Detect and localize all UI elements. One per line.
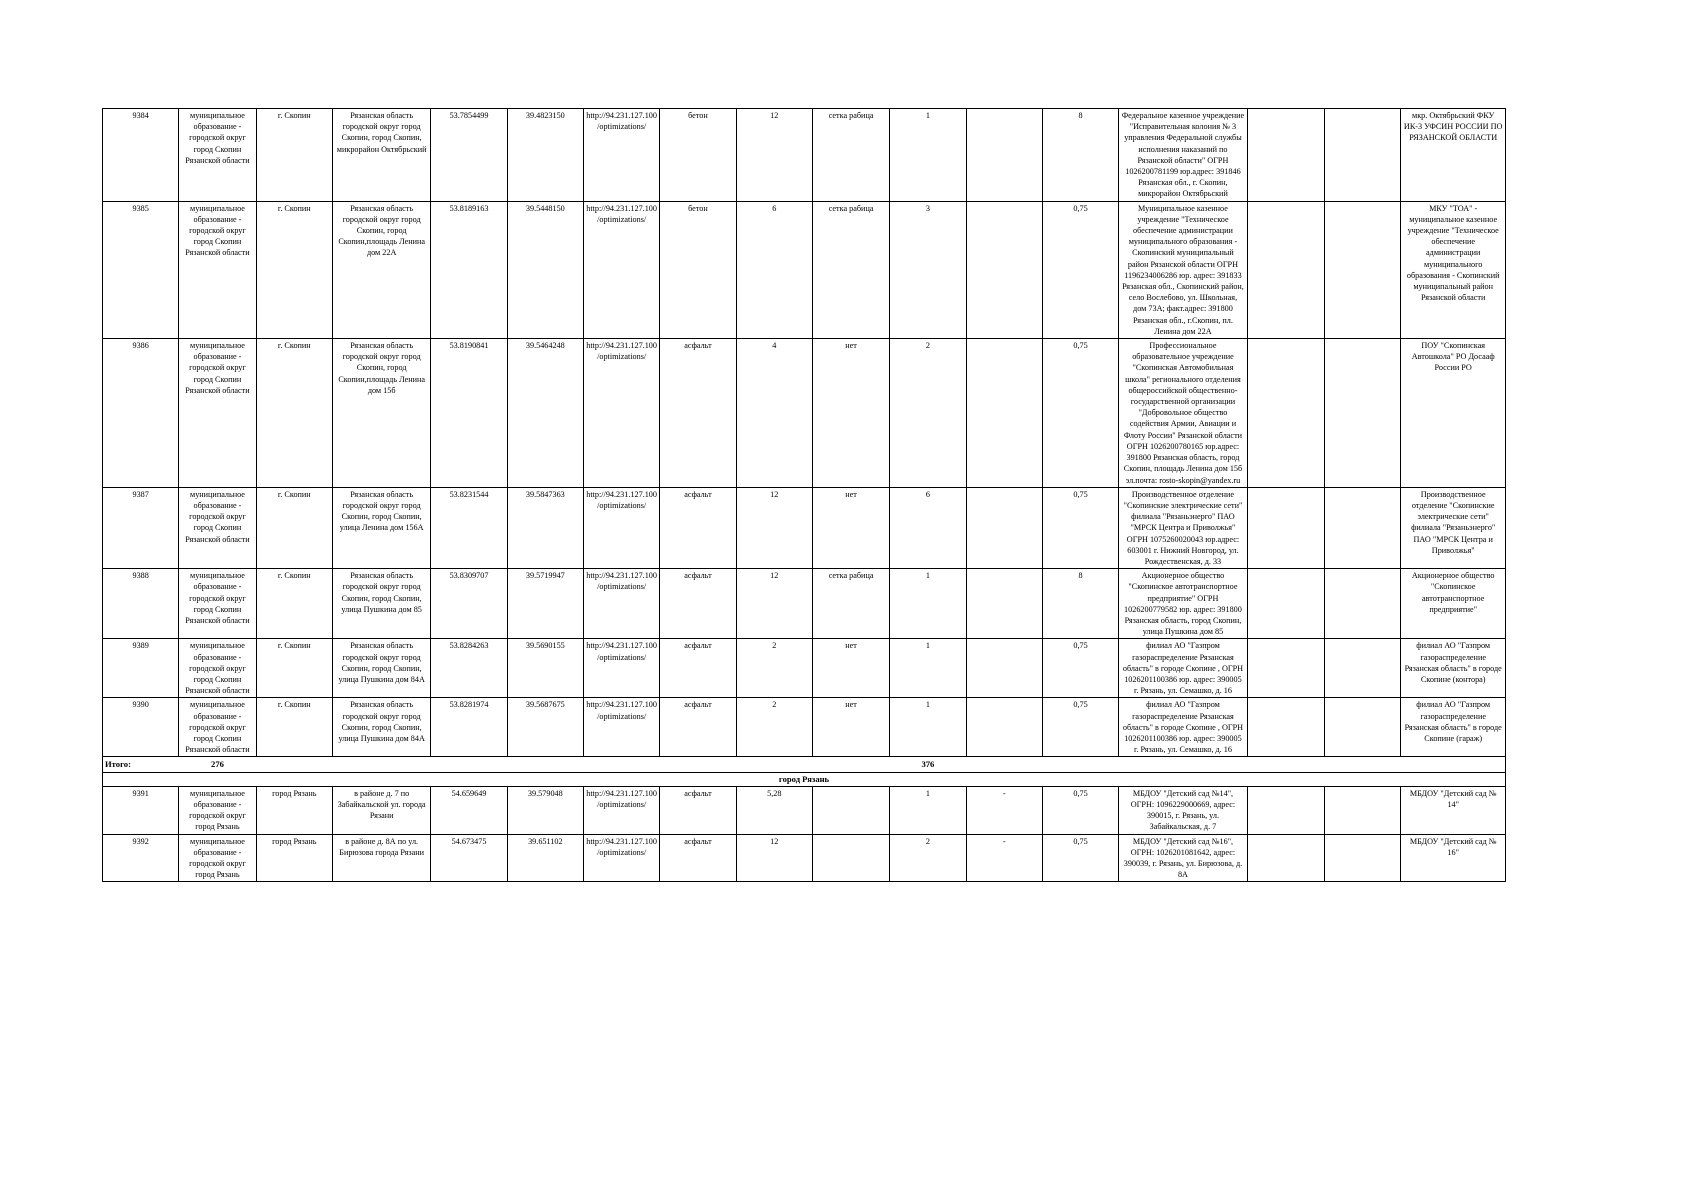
cell-waste-source: мкр. Октябрьский ФКУ ИК-3 УФСИН РОССИИ ПО РЯЗАНСКОЙ ОБЛАСТИ [1401, 109, 1506, 202]
cell-area: 12 [736, 487, 812, 568]
cell-surface-type: асфальт [660, 487, 736, 568]
cell-waste-source: МКУ "ТОА" - муниципальное казенное учреждение "Техническое обеспечение администрации муниципального образования - Скопинский муниципальный район Рязанской области [1401, 201, 1506, 338]
cell-longitude: 39.4823150 [507, 109, 583, 202]
cell-fence-type: сетка рабица [812, 569, 889, 639]
cell-empty-col-a [1247, 639, 1324, 698]
cell-extra-col [966, 698, 1042, 757]
cell-latitude: 53.8190841 [431, 339, 507, 488]
cell-latitude: 54.673475 [431, 834, 507, 882]
cell-municipality: муниципальное образование - городской округ город Скопин Рязанской области [179, 639, 256, 698]
cell-empty-col-b [1325, 639, 1401, 698]
cell-owner-info: Муниципальное казенное учреждение "Техническое обеспечение администрации муниципального образования - Скопинский муниципальный район Рязанской области ОГРН 1196234006286 юр. адрес: 391833 Рязанская обл., Скопинский район, село Вослебово, ул. Школьная, дом 73А; факт.адрес: 391800 Рязанская обл., г.Скопин, пл. Ленина дом 22А [1119, 201, 1248, 338]
cell-locality: город Рязань [256, 786, 332, 834]
cell-map-link[interactable]: http://94.231.127.100/optimizations/ [583, 698, 659, 757]
cell-fence-type: сетка рабица [812, 201, 889, 338]
cell-container-volume: 8 [1042, 109, 1118, 202]
cell-surface-type: асфальт [660, 834, 736, 882]
cell-map-link[interactable]: http://94.231.127.100/optimizations/ [583, 834, 659, 882]
cell-locality: г. Скопин [256, 569, 332, 639]
cell-owner-info: МБДОУ "Детский сад №16", ОГРН: 1026201081642, адрес: 390039, г. Рязань, ул. Бирюзова, д. 8А [1119, 834, 1248, 882]
cell-extra-col [966, 339, 1042, 488]
cell-fence-type [812, 834, 889, 882]
cell-address: в районе д. 8А по ул. Бирюзова города Рязани [332, 834, 430, 882]
cell-longitude: 39.579048 [507, 786, 583, 834]
cell-municipality: муниципальное образование - городской округ город Рязань [179, 786, 256, 834]
cell-surface-type: бетон [660, 201, 736, 338]
table-row [103, 109, 1506, 202]
table-row [103, 339, 1506, 488]
cell-area: 4 [736, 339, 812, 488]
cell-empty-col-b [1325, 201, 1401, 338]
cell-longitude: 39.5464248 [507, 339, 583, 488]
cell-waste-source: филиал АО "Газпром газораспределение Рязанская область" в городе Скопине (контора) [1401, 639, 1506, 698]
cell-fence-type: нет [812, 339, 889, 488]
cell-fence-type: нет [812, 698, 889, 757]
cell-map-link[interactable]: http://94.231.127.100/optimizations/ [583, 786, 659, 834]
cell-row-number: 9392 [103, 834, 179, 882]
cell-empty-col-b [1325, 569, 1401, 639]
city-header: город Рязань [103, 772, 1506, 786]
cell-empty-col-b [1325, 109, 1401, 202]
cell-area: 2 [736, 639, 812, 698]
cell-area: 12 [736, 834, 812, 882]
table-body-ryazan [103, 786, 1506, 882]
cell-waste-source: Акционерное общество "Скопинское автотранспортное предприятие" [1401, 569, 1506, 639]
cell-area: 2 [736, 698, 812, 757]
cell-container-volume: 0,75 [1042, 201, 1118, 338]
cell-surface-type: бетон [660, 109, 736, 202]
cell-row-number: 9386 [103, 339, 179, 488]
cell-empty-col-a [1247, 201, 1324, 338]
cell-surface-type: асфальт [660, 569, 736, 639]
cell-empty-col-a [1247, 698, 1324, 757]
cell-address: Рязанская область городской округ город Скопин, город Скопин,площадь Ленина дом 15б [332, 339, 430, 488]
table-row [103, 786, 1506, 834]
cell-longitude: 39.651102 [507, 834, 583, 882]
cell-latitude: 53.8284263 [431, 639, 507, 698]
cell-row-number: 9388 [103, 569, 179, 639]
cell-municipality: муниципальное образование - городской округ город Скопин Рязанской области [179, 109, 256, 202]
cell-extra-col: - [966, 786, 1042, 834]
cell-empty-col-b [1325, 834, 1401, 882]
cell-row-number: 9384 [103, 109, 179, 202]
registry-table [102, 108, 1506, 882]
table-row [103, 201, 1506, 338]
table-total-block [103, 757, 1506, 786]
cell-fence-type: нет [812, 487, 889, 568]
cell-owner-info: филиал АО "Газпром газораспределение Рязанская область" в городе Скопине , ОГРН 1026201100386 юр. адрес: 390005 г. Рязань, ул. Семашко, д. 16 [1119, 698, 1248, 757]
table-row [103, 698, 1506, 757]
cell-surface-type: асфальт [660, 339, 736, 488]
total-count: 276 [179, 757, 256, 772]
cell-extra-col [966, 487, 1042, 568]
cell-municipality: муниципальное образование - городской округ город Рязань [179, 834, 256, 882]
cell-empty-col-b [1325, 487, 1401, 568]
cell-owner-info: Профессиональное образовательное учреждение "Скопинская Автомобильная школа" регионального отделения общероссийской общественно-государственной организации "Добровольное общество содействия Армии, Авиации и Флоту России" Рязанской области ОГРН 1026200780165 юр.адрес: 391800 Рязанская область, город Скопин, площадь Ленина дом 15б эл.почта: rosto-skopin@yandex.ru [1119, 339, 1248, 488]
cell-extra-col [966, 639, 1042, 698]
cell-row-number: 9385 [103, 201, 179, 338]
cell-container-count: 2 [890, 834, 966, 882]
cell-address: Рязанская область городской округ город Скопин, город Скопин, улица Ленина дом 156А [332, 487, 430, 568]
cell-waste-source: Производственное отделение "Скопинские электрические сети" филиала "Рязаньэнерго" ПАО "МРСК Центра и Приволжья" [1401, 487, 1506, 568]
cell-municipality: муниципальное образование - городской округ город Скопин Рязанской области [179, 201, 256, 338]
cell-area: 6 [736, 201, 812, 338]
cell-owner-info: Акционерное общество "Скопинское автотранспортное предприятие" ОГРН 1026200779582 юр. адрес: 391800 Рязанская область, город Скопин, улица Пушкина дом 85 [1119, 569, 1248, 639]
cell-container-volume: 0,75 [1042, 786, 1118, 834]
cell-owner-info: Федеральное казенное учреждение "Исправительная колония № 3 управления Федеральной службы исполнения наказаний по Рязанской области" ОГРН 1026200781199 юр.адрес: 391846 Рязанская обл., г. Скопин, микрорайон Октябрьский [1119, 109, 1248, 202]
cell-locality: г. Скопин [256, 698, 332, 757]
cell-surface-type: асфальт [660, 639, 736, 698]
cell-empty-col-a [1247, 109, 1324, 202]
cell-latitude: 54.659649 [431, 786, 507, 834]
cell-row-number: 9387 [103, 487, 179, 568]
cell-surface-type: асфальт [660, 786, 736, 834]
cell-address: Рязанская область городской округ город Скопин, город Скопин, улица Пушкина дом 84А [332, 698, 430, 757]
cell-municipality: муниципальное образование - городской округ город Скопин Рязанской области [179, 569, 256, 639]
cell-latitude: 53.8281974 [431, 698, 507, 757]
cell-address: в районе д. 7 по Забайкальской ул. города Рязани [332, 786, 430, 834]
cell-extra-col [966, 569, 1042, 639]
total-sum: 376 [890, 757, 966, 772]
cell-container-volume: 0,75 [1042, 834, 1118, 882]
cell-longitude: 39.5847363 [507, 487, 583, 568]
cell-row-number: 9390 [103, 698, 179, 757]
cell-owner-info: Производственное отделение "Скопинские электрические сети" филиала "Рязаньэнерго" ПАО "МРСК Центра и Приволжья" ОГРН 1075260020043 юр.адрес: 603001 г. Нижний Новгород, ул. Рождественская, д. 33 [1119, 487, 1248, 568]
total-label: Итого: [103, 757, 179, 772]
cell-address: Рязанская область городской округ город Скопин, город Скопин, микрорайон Октябрьский [332, 109, 430, 202]
cell-locality: г. Скопин [256, 109, 332, 202]
cell-container-volume: 0,75 [1042, 339, 1118, 488]
cell-empty-col-a [1247, 339, 1324, 488]
cell-container-volume: 8 [1042, 569, 1118, 639]
cell-locality: г. Скопин [256, 487, 332, 568]
cell-address: Рязанская область городской округ город Скопин, город Скопин, улица Пушкина дом 85 [332, 569, 430, 639]
table-body-skopin [103, 109, 1506, 757]
cell-municipality: муниципальное образование - городской округ город Скопин Рязанской области [179, 698, 256, 757]
cell-owner-info: МБДОУ "Детский сад №14", ОГРН: 1096229000669, адрес: 390015, г. Рязань, ул. Забайкальская, д. 7 [1119, 786, 1248, 834]
cell-empty-col-a [1247, 569, 1324, 639]
cell-container-volume: 0,75 [1042, 698, 1118, 757]
cell-map-link[interactable]: http://94.231.127.100/optimizations/ [583, 109, 659, 202]
cell-municipality: муниципальное образование - городской округ город Скопин Рязанской области [179, 487, 256, 568]
table-row [103, 487, 1506, 568]
cell-empty-col-b [1325, 339, 1401, 488]
cell-fence-type: нет [812, 639, 889, 698]
cell-owner-info: филиал АО "Газпром газораспределение Рязанская область" в городе Скопине , ОГРН 1026201100386 юр. адрес: 390005 г. Рязань, ул. Семашко, д. 16 [1119, 639, 1248, 698]
cell-container-volume: 0,75 [1042, 487, 1118, 568]
cell-container-count: 1 [890, 109, 966, 202]
cell-empty-col-a [1247, 786, 1324, 834]
cell-empty-col-a [1247, 834, 1324, 882]
cell-longitude: 39.5719947 [507, 569, 583, 639]
cell-container-count: 6 [890, 487, 966, 568]
cell-empty-col-a [1247, 487, 1324, 568]
cell-map-link[interactable]: http://94.231.127.100/optimizations/ [583, 201, 659, 338]
cell-container-count: 1 [890, 698, 966, 757]
cell-address: Рязанская область городской округ город Скопин, город Скопин,площадь Ленина дом 22А [332, 201, 430, 338]
cell-map-link[interactable]: http://94.231.127.100/optimizations/ [583, 487, 659, 568]
total-row [103, 757, 1506, 772]
cell-municipality: муниципальное образование - городской округ город Скопин Рязанской области [179, 339, 256, 488]
cell-address: Рязанская область городской округ город Скопин, город Скопин, улица Пушкина дом 84А [332, 639, 430, 698]
table-row [103, 569, 1506, 639]
cell-longitude: 39.5687675 [507, 698, 583, 757]
cell-map-link[interactable]: http://94.231.127.100/optimizations/ [583, 569, 659, 639]
cell-surface-type: асфальт [660, 698, 736, 757]
cell-extra-col: - [966, 834, 1042, 882]
cell-container-count: 1 [890, 639, 966, 698]
cell-container-count: 3 [890, 201, 966, 338]
cell-longitude: 39.5690155 [507, 639, 583, 698]
table-row [103, 639, 1506, 698]
cell-map-link[interactable]: http://94.231.127.100/optimizations/ [583, 339, 659, 488]
cell-waste-source: филиал АО "Газпром газораспределение Рязанская область" в городе Скопине (гараж) [1401, 698, 1506, 757]
cell-row-number: 9391 [103, 786, 179, 834]
cell-row-number: 9389 [103, 639, 179, 698]
cell-locality: город Рязань [256, 834, 332, 882]
cell-fence-type: сетка рабица [812, 109, 889, 202]
cell-container-count: 1 [890, 786, 966, 834]
city-header-row [103, 772, 1506, 786]
cell-area: 12 [736, 109, 812, 202]
cell-map-link[interactable]: http://94.231.127.100/optimizations/ [583, 639, 659, 698]
cell-empty-col-b [1325, 786, 1401, 834]
cell-locality: г. Скопин [256, 639, 332, 698]
cell-container-count: 2 [890, 339, 966, 488]
cell-locality: г. Скопин [256, 339, 332, 488]
cell-longitude: 39.5448150 [507, 201, 583, 338]
cell-empty-col-b [1325, 698, 1401, 757]
cell-latitude: 53.8189163 [431, 201, 507, 338]
cell-waste-source: ПОУ "Скопинская Автошкола" РО Досааф России РО [1401, 339, 1506, 488]
cell-latitude: 53.8309707 [431, 569, 507, 639]
cell-fence-type [812, 786, 889, 834]
cell-area: 5,28 [736, 786, 812, 834]
table-row [103, 834, 1506, 882]
cell-container-volume: 0,75 [1042, 639, 1118, 698]
cell-locality: г. Скопин [256, 201, 332, 338]
cell-waste-source: МБДОУ "Детский сад № 16" [1401, 834, 1506, 882]
cell-container-count: 1 [890, 569, 966, 639]
cell-extra-col [966, 109, 1042, 202]
cell-latitude: 53.7854499 [431, 109, 507, 202]
cell-latitude: 53.8231544 [431, 487, 507, 568]
cell-waste-source: МБДОУ "Детский сад № 14" [1401, 786, 1506, 834]
cell-extra-col [966, 201, 1042, 338]
cell-area: 12 [736, 569, 812, 639]
